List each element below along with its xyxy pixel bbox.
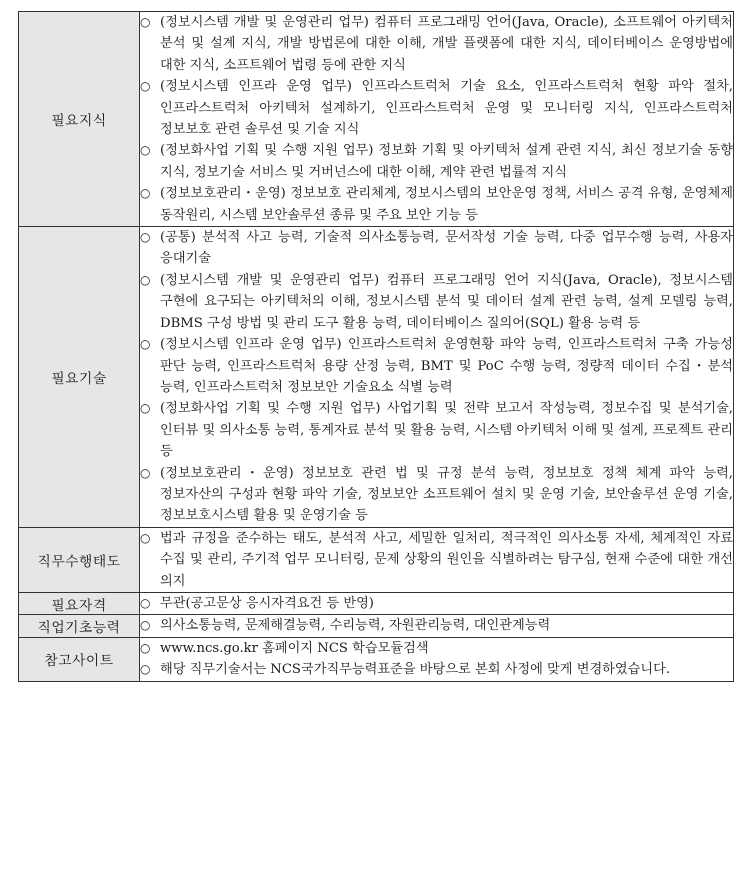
job-description-table: [18, 11, 734, 682]
row-required-qualification: [19, 592, 734, 614]
item-text: (정보화사업 기획 및 수행 지원 업무) 사업기획 및 전략 보고서 작성능력, 정보수집 및 분석기술, 인터뷰 및 의사소통 능력, 통계자료 분석 및 활용 능력, 시스템 아키텍처 이해 및 설계, 프로젝트 관리 등: [160, 401, 733, 460]
list-item: [140, 638, 733, 659]
circle-bullet-icon: ○: [140, 640, 151, 655]
circle-bullet-icon: ○: [140, 143, 151, 158]
item-text: (정보시스템 개발 및 운영관리 업무) 컴퓨터 프로그래밍 언어 지식(Java, Oracle), 정보시스템 구현에 요구되는 아키텍처의 이해, 정보시스템 분석 및 데이터 설계 관련 능력, 설계 모델링 능력, DBMS 구성 방법 및 관리 도구 활용 능력, 데이터베이스 질의어(SQL) 활용 능력 등: [160, 272, 733, 331]
item-text: (정보화사업 기획 및 수행 지원 업무) 정보화 기획 및 아키텍처 설계 관련 지식, 최신 정보기술 동향 지식, 정보기술 서비스 및 거버넌스에 대한 이해, 계약 관련 법률적 지식: [160, 143, 733, 180]
row-content: [140, 592, 734, 614]
list-item: [140, 76, 733, 140]
table-body: [19, 12, 734, 682]
row-work-attitude: [19, 527, 734, 592]
row-label: 필요자격: [19, 592, 140, 614]
circle-bullet-icon: ○: [140, 530, 151, 545]
list-item: [140, 615, 733, 636]
row-content: [140, 227, 734, 528]
circle-bullet-icon: ○: [140, 618, 151, 633]
item-text: 해당 직무기술서는 NCS국가직무능력표준을 바탕으로 본회 사정에 맞게 변경하였습니다.: [160, 662, 671, 678]
circle-bullet-icon: ○: [140, 595, 151, 610]
item-text: (정보보호관리・운영) 정보보호 관리체계, 정보시스템의 보안운영 정책, 서비스 공격 유형, 운영체제 동작원리, 시스템 보안솔루션 종류 및 주요 보안 기능 등: [160, 186, 733, 223]
circle-bullet-icon: ○: [140, 272, 151, 287]
item-text: (정보시스템 인프라 운영 업무) 인프라스트럭처 기술 요소, 인프라스트럭처 현황 파악 절차, 인프라스트럭처 아키텍처 설계하기, 인프라스트럭처 운영 및 모니터링 지식, 인프라스트럭처 정보보호 관련 솔루션 및 기술 지식: [160, 79, 733, 138]
circle-bullet-icon: ○: [140, 662, 151, 677]
row-label: 참고사이트: [19, 637, 140, 681]
list-item: [140, 659, 733, 680]
item-text: 의사소통능력, 문제해결능력, 수리능력, 자원관리능력, 대인관계능력: [160, 618, 551, 634]
item-text: 법과 규정을 준수하는 태도, 분석적 사고, 세밀한 일처리, 적극적인 의사소통 자세, 체계적인 자료 수집 및 관리, 주기적 업무 모니터링, 문제 상황의 원인을 식별하려는 탐구심, 현재 수준에 대한 개선 의지: [160, 530, 733, 589]
row-content: [140, 615, 734, 637]
list-item: [140, 463, 733, 527]
item-text: (정보시스템 인프라 운영 업무) 인프라스트럭처 운영현황 파악 능력, 인프라스트럭처 구축 가능성 판단 능력, 인프라스트럭처 용량 산정 능력, BMT 및 PoC 수행 능력, 정량적 데이터 수집・분석 능력, 인프라스트럭처 정보보안 기술요소 식별 능력: [160, 337, 733, 395]
circle-bullet-icon: ○: [140, 186, 151, 201]
row-reference-sites: [19, 637, 734, 681]
row-label: 필요지식: [19, 12, 140, 227]
circle-bullet-icon: ○: [140, 401, 151, 416]
item-text: (정보시스템 개발 및 운영관리 업무) 컴퓨터 프로그래밍 언어(Java, Oracle), 소프트웨어 아키텍처 분석 및 설계 지식, 개발 방법론에 대한 이해, 개발 플랫폼에 대한 지식, 데이터베이스 운영방법에 대한 지식, 소프트웨어 법령 등에 관한 지식: [160, 15, 733, 73]
circle-bullet-icon: ○: [140, 79, 151, 94]
list-item: [140, 227, 733, 270]
row-content: [140, 527, 734, 592]
circle-bullet-icon: ○: [140, 337, 151, 352]
list-item: [140, 528, 733, 592]
row-required-skills: [19, 227, 734, 528]
row-content: [140, 637, 734, 681]
list-item: [140, 334, 733, 398]
row-content: [140, 12, 734, 227]
list-item: [140, 593, 733, 614]
circle-bullet-icon: ○: [140, 465, 151, 480]
list-item: [140, 12, 733, 76]
circle-bullet-icon: ○: [140, 15, 151, 29]
row-label: 필요기술: [19, 227, 140, 528]
item-text: (정보보호관리・운영) 정보보호 관련 법 및 규정 분석 능력, 정보보호 정책 체계 파악 능력, 정보자산의 구성과 현황 파악 기술, 정보보안 소프트웨어 설치 및 운영 기술, 보안솔루션 운영 기술, 정보보호시스템 활용 및 운영기술 등: [160, 465, 733, 524]
circle-bullet-icon: ○: [140, 230, 151, 245]
list-item: [140, 398, 733, 462]
row-label: 직무수행태도: [19, 527, 140, 592]
row-label: 직업기초능력: [19, 615, 140, 637]
row-basic-job-competency: [19, 615, 734, 637]
list-item: [140, 270, 733, 334]
item-text: 무관(공고문상 응시자격요건 등 반영): [160, 595, 374, 611]
row-required-knowledge: [19, 12, 734, 227]
list-item: [140, 183, 733, 226]
list-item: [140, 140, 733, 183]
item-text: (공통) 분석적 사고 능력, 기술적 의사소통능력, 문서작성 기술 능력, 다중 업무수행 능력, 사용자 응대기술: [160, 230, 733, 267]
item-text: www.ncs.go.kr 홈페이지 NCS 학습모듈검색: [160, 640, 429, 656]
